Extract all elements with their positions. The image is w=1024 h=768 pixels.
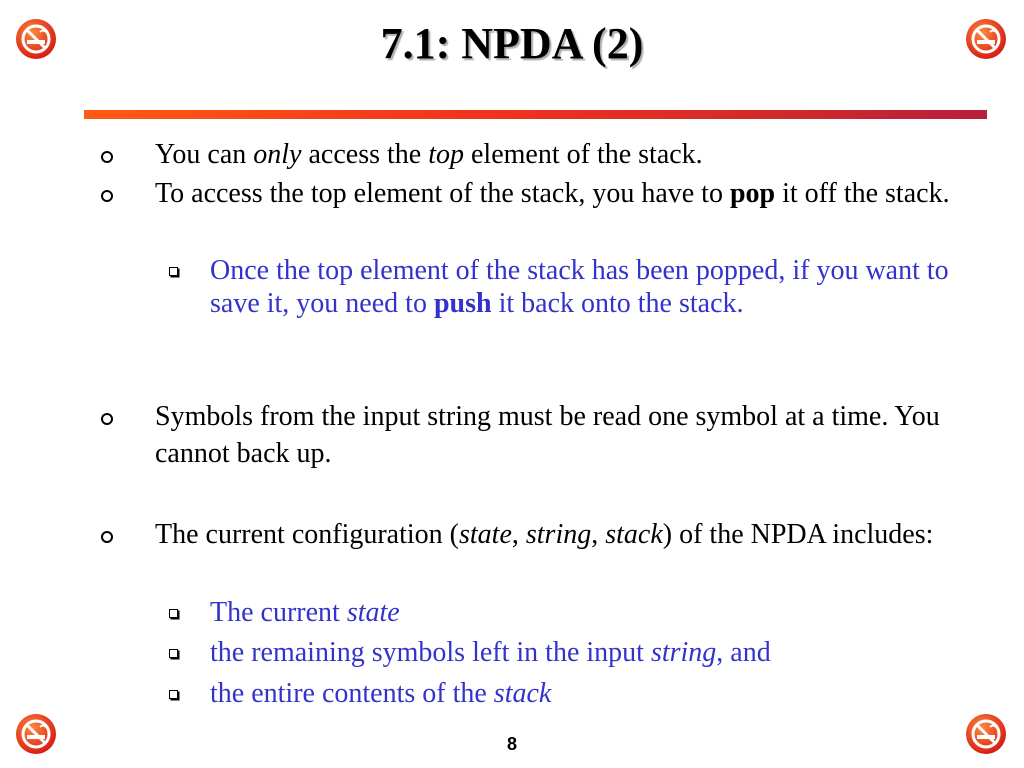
bullet-item: Symbols from the input string must be read one symbol at a time. You cannot back up.: [155, 398, 985, 472]
square-bullet-icon: [169, 609, 178, 618]
bullet-item: To access the top element of the stack, you have to pop it off the stack.: [155, 175, 985, 212]
circle-bullet-icon: [101, 190, 113, 202]
square-bullet-icon: [169, 690, 178, 699]
circle-bullet-icon: [101, 531, 113, 543]
circle-bullet-icon: [101, 413, 113, 425]
page-number: 8: [506, 734, 517, 754]
circle-bullet-icon: [101, 151, 113, 163]
square-bullet-icon: [169, 267, 178, 276]
sub-bullet-item: The current state: [210, 596, 970, 629]
bullet-item: You can only access the top element of the stack.: [155, 136, 985, 173]
slide-title: 7.1: NPDA (2): [380, 19, 644, 68]
bullet-item: The current configuration (state, string, stack) of the NPDA includes:: [155, 516, 985, 553]
sub-bullet-item: Once the top element of the stack has been popped, if you want to save it, you need to push it back onto the stack.: [210, 254, 970, 320]
sub-bullet-item: the entire contents of the stack: [210, 677, 970, 710]
sub-bullet-item: the remaining symbols left in the input string, and: [210, 636, 970, 669]
square-bullet-icon: [169, 649, 178, 658]
